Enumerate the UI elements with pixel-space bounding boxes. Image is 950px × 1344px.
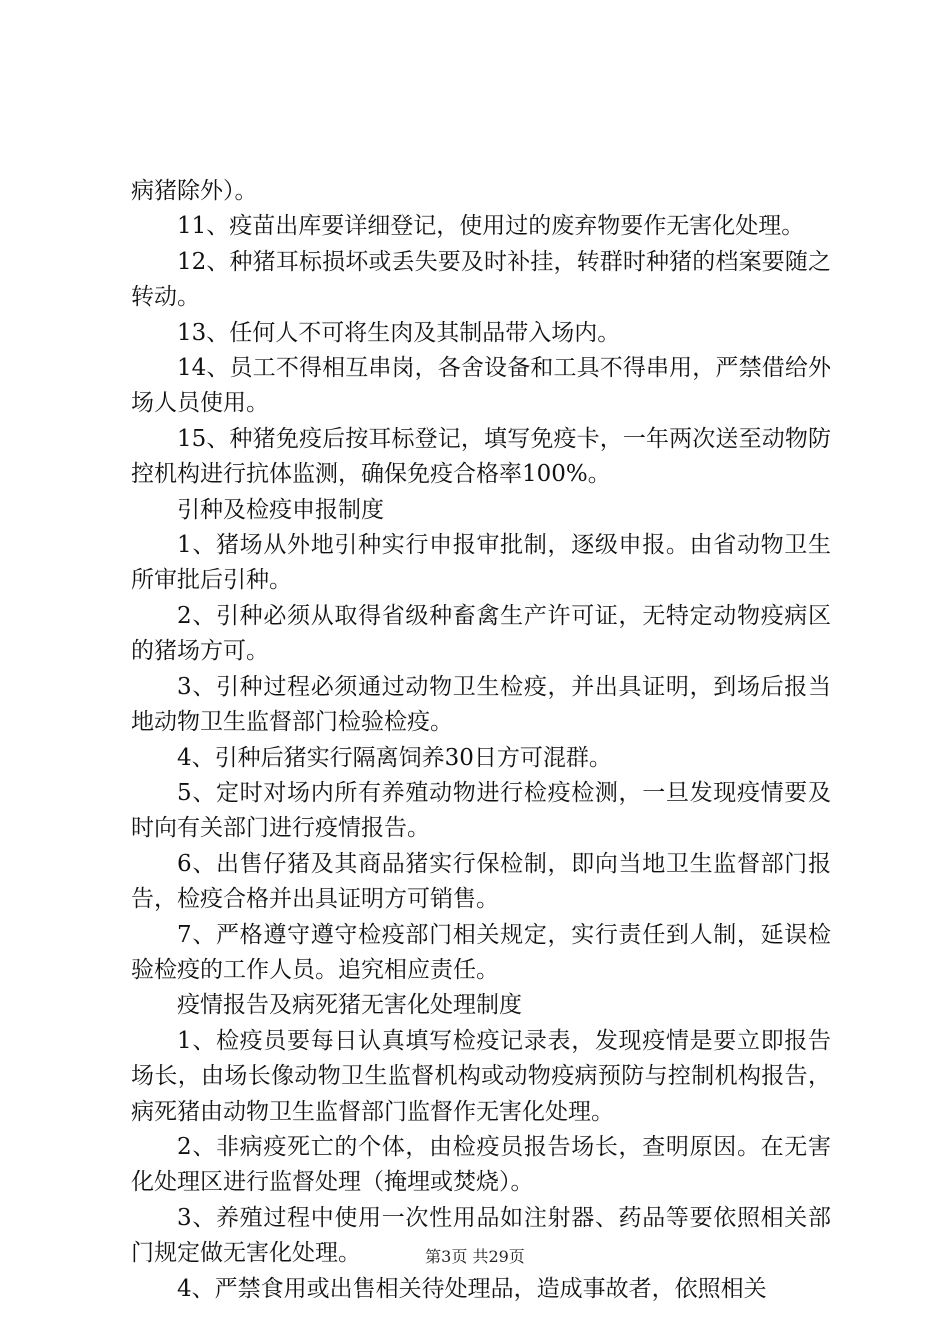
section-heading-epidemic-report: 疫情报告及病死猪无害化处理制度	[177, 992, 522, 1019]
paragraph-intro-6: 6、出售仔猪及其商品猪实行保检制，即向当地卫生监督部门报告，检疫合格并出具证明方可销售。	[131, 850, 831, 913]
page-number-footer: 第3页 共29页	[425, 1247, 525, 1266]
paragraph-epidemic-4: 4、严禁食用或出售相关待处理品，造成事故者，依照相关	[177, 1275, 767, 1302]
paragraph-rule-11: 11、疫苗出库要详细登记，使用过的废弃物要作无害化处理。	[177, 213, 805, 240]
paragraph-intro-7: 7、严格遵守遵守检疫部门相关规定，实行责任到人制，延误检验检疫的工作人员。追究相应责任。	[131, 921, 831, 983]
paragraph-intro-2: 2、引种必须从取得省级种畜禽生产许可证，无特定动物疫病区的猪场方可。	[131, 602, 831, 665]
paragraph-continuation: 病猪除外）。	[131, 178, 258, 204]
document-body	[131, 174, 831, 1307]
paragraph-epidemic-3: 3、养殖过程中使用一次性用品如注射器、药品等要依照相关部门规定做无害化处理。	[131, 1204, 831, 1267]
paragraph-rule-13: 13、任何人不可将生肉及其制品带入场内。	[177, 319, 621, 346]
paragraph-epidemic-2: 2、非病疫死亡的个体，由检疫员报告场长，查明原因。在无害化处理区进行监督处理（掩埋或焚烧）。	[131, 1133, 831, 1196]
paragraph-rule-15: 15、种猪免疫后按耳标登记，填写免疫卡，一年两次送至动物防控机构进行抗体监测，确保免疫合格率100%。	[131, 425, 831, 488]
paragraph-intro-4: 4、引种后猪实行隔离饲养30日方可混群。	[177, 744, 612, 771]
paragraph-intro-5: 5、定时对场内所有养殖动物进行检疫检测，一旦发现疫情要及时向有关部门进行疫情报告。	[131, 779, 831, 842]
section-heading-introduction-quarantine: 引种及检疫申报制度	[177, 496, 384, 523]
paragraph-intro-3: 3、引种过程必须通过动物卫生检疫，并出具证明，到场后报当地动物卫生监督部门检验检疫。	[131, 673, 831, 736]
paragraph-rule-14: 14、员工不得相互串岗，各舍设备和工具不得串用，严禁借给外场人员使用。	[131, 355, 831, 417]
paragraph-intro-1: 1、猪场从外地引种实行申报审批制，逐级申报。由省动物卫生所审批后引种。	[131, 532, 831, 594]
paragraph-epidemic-1: 1、检疫员要每日认真填写检疫记录表，发现疫情是要立即报告场长，由场长像动物卫生监督机构或动物疫病预防与控制机构报告，病死猪由动物卫生监督部门监督作无害化处理。	[131, 1027, 831, 1125]
paragraph-rule-12: 12、种猪耳标损坏或丢失要及时补挂，转群时种猪的档案要随之转动。	[131, 248, 831, 311]
